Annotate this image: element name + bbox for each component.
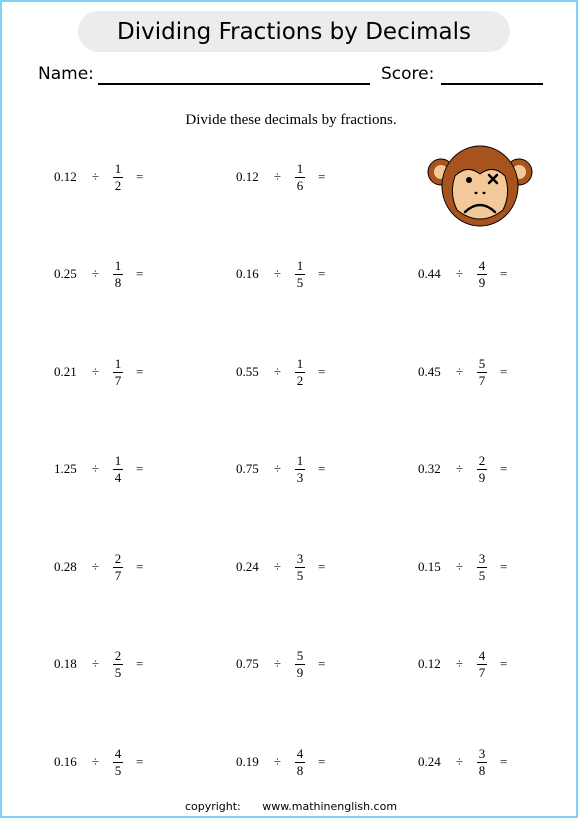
problem-item xyxy=(54,449,143,489)
problem-decimal: 0.75 xyxy=(236,656,259,671)
equals-sign: = xyxy=(136,169,144,184)
equals-sign: = xyxy=(136,656,144,671)
problem-decimal: 0.45 xyxy=(418,364,441,379)
problem-decimal: 0.28 xyxy=(54,559,77,574)
divide-sign: ÷ xyxy=(273,754,282,769)
equals-sign: = xyxy=(500,754,508,769)
fraction-denominator: 9 xyxy=(478,469,486,485)
score-field-line xyxy=(441,83,543,85)
problem-item xyxy=(54,157,143,197)
equals-sign: = xyxy=(136,364,144,379)
fraction-numerator: 1 xyxy=(114,160,122,176)
problem-decimal: 0.12 xyxy=(54,169,77,184)
divide-sign: ÷ xyxy=(91,559,100,574)
fraction-denominator: 7 xyxy=(114,567,122,583)
problem-fraction xyxy=(113,649,123,680)
fraction-denominator: 7 xyxy=(114,372,122,388)
divide-sign: ÷ xyxy=(455,754,464,769)
divide-sign: ÷ xyxy=(273,656,282,671)
equals-sign: = xyxy=(500,266,508,281)
problem-fraction xyxy=(295,162,305,193)
fraction-numerator: 4 xyxy=(296,745,304,761)
divide-sign: ÷ xyxy=(91,169,100,184)
fraction-denominator: 8 xyxy=(114,274,122,290)
equals-sign: = xyxy=(318,754,326,769)
problem-fraction xyxy=(113,259,123,290)
equals-sign: = xyxy=(500,364,508,379)
problem-item xyxy=(236,742,325,782)
divide-sign: ÷ xyxy=(273,559,282,574)
problem-decimal: 0.12 xyxy=(236,169,259,184)
fraction-denominator: 2 xyxy=(296,372,304,388)
problem-item xyxy=(236,547,325,587)
problem-decimal: 0.19 xyxy=(236,754,259,769)
problem-item xyxy=(418,547,507,587)
problem-item xyxy=(418,742,507,782)
problem-decimal: 0.55 xyxy=(236,364,259,379)
problem-fraction xyxy=(113,552,123,583)
divide-sign: ÷ xyxy=(455,559,464,574)
fraction-denominator: 6 xyxy=(296,177,304,193)
equals-sign: = xyxy=(500,559,508,574)
problem-fraction xyxy=(113,454,123,485)
fraction-numerator: 3 xyxy=(296,550,304,566)
fraction-numerator: 5 xyxy=(296,647,304,663)
equals-sign: = xyxy=(500,656,508,671)
name-label: Name: xyxy=(38,64,94,84)
divide-sign: ÷ xyxy=(273,364,282,379)
problem-item xyxy=(418,644,507,684)
fraction-denominator: 3 xyxy=(296,469,304,485)
equals-sign: = xyxy=(318,559,326,574)
page-title: Dividing Fractions by Decimals xyxy=(117,18,471,45)
problem-item xyxy=(54,547,143,587)
equals-sign: = xyxy=(318,656,326,671)
fraction-numerator: 1 xyxy=(296,452,304,468)
equals-sign: = xyxy=(500,461,508,476)
problem-decimal: 0.12 xyxy=(418,656,441,671)
divide-sign: ÷ xyxy=(273,266,282,281)
copyright-url: www.mathinenglish.com xyxy=(262,800,398,813)
title-banner xyxy=(78,11,510,52)
name-field-line xyxy=(98,83,370,85)
copyright-label: copyright: xyxy=(184,800,241,813)
fraction-denominator: 2 xyxy=(114,177,122,193)
fraction-numerator: 1 xyxy=(114,355,122,371)
fraction-denominator: 4 xyxy=(114,469,122,485)
problem-item xyxy=(418,449,507,489)
divide-sign: ÷ xyxy=(91,656,100,671)
problem-fraction xyxy=(295,259,305,290)
divide-sign: ÷ xyxy=(455,461,464,476)
problem-fraction xyxy=(113,357,123,388)
divide-sign: ÷ xyxy=(455,266,464,281)
fraction-denominator: 5 xyxy=(114,664,122,680)
problem-item xyxy=(236,644,325,684)
score-label: Score: xyxy=(381,64,435,84)
problem-decimal: 0.18 xyxy=(54,656,77,671)
equals-sign: = xyxy=(136,266,144,281)
fraction-denominator: 7 xyxy=(478,664,486,680)
divide-sign: ÷ xyxy=(91,461,100,476)
problem-fraction xyxy=(113,162,123,193)
problem-decimal: 0.24 xyxy=(418,754,441,769)
problem-fraction xyxy=(113,747,123,778)
fraction-numerator: 3 xyxy=(478,550,486,566)
divide-sign: ÷ xyxy=(455,656,464,671)
divide-sign: ÷ xyxy=(91,364,100,379)
problem-item xyxy=(54,352,143,392)
fraction-denominator: 8 xyxy=(296,762,304,778)
problem-fraction xyxy=(477,259,487,290)
problem-fraction xyxy=(477,552,487,583)
fraction-numerator: 2 xyxy=(114,647,122,663)
equals-sign: = xyxy=(136,461,144,476)
problem-item xyxy=(418,254,507,294)
problem-decimal: 0.32 xyxy=(418,461,441,476)
problem-decimal: 0.21 xyxy=(54,364,77,379)
problem-item xyxy=(54,254,143,294)
fraction-numerator: 1 xyxy=(296,160,304,176)
problem-decimal: 0.24 xyxy=(236,559,259,574)
fraction-numerator: 4 xyxy=(114,745,122,761)
problem-decimal: 0.16 xyxy=(236,266,259,281)
equals-sign: = xyxy=(136,559,144,574)
sad-monkey-icon xyxy=(425,142,535,230)
fraction-numerator: 2 xyxy=(478,452,486,468)
fraction-numerator: 4 xyxy=(478,257,486,273)
fraction-numerator: 1 xyxy=(114,257,122,273)
equals-sign: = xyxy=(136,754,144,769)
fraction-denominator: 5 xyxy=(114,762,122,778)
problem-fraction xyxy=(477,454,487,485)
problem-item xyxy=(236,352,325,392)
divide-sign: ÷ xyxy=(455,364,464,379)
equals-sign: = xyxy=(318,169,326,184)
problem-item xyxy=(54,644,143,684)
divide-sign: ÷ xyxy=(91,266,100,281)
fraction-numerator: 1 xyxy=(114,452,122,468)
instructions-text: Divide these decimals by fractions. xyxy=(185,112,397,128)
problem-decimal: 0.44 xyxy=(418,266,441,281)
fraction-numerator: 4 xyxy=(478,647,486,663)
divide-sign: ÷ xyxy=(91,754,100,769)
fraction-denominator: 9 xyxy=(296,664,304,680)
problem-item xyxy=(236,449,325,489)
divide-sign: ÷ xyxy=(273,461,282,476)
problem-fraction xyxy=(295,552,305,583)
fraction-numerator: 3 xyxy=(478,745,486,761)
copyright-footer xyxy=(2,800,578,813)
problem-decimal: 0.25 xyxy=(54,266,77,281)
problem-item xyxy=(418,352,507,392)
problem-fraction xyxy=(477,747,487,778)
fraction-denominator: 8 xyxy=(478,762,486,778)
fraction-denominator: 9 xyxy=(478,274,486,290)
problem-item xyxy=(236,157,325,197)
problem-fraction xyxy=(295,649,305,680)
fraction-denominator: 5 xyxy=(296,567,304,583)
problem-decimal: 0.15 xyxy=(418,559,441,574)
fraction-denominator: 7 xyxy=(478,372,486,388)
problem-fraction xyxy=(477,357,487,388)
fraction-numerator: 1 xyxy=(296,355,304,371)
fraction-numerator: 2 xyxy=(114,550,122,566)
problem-item xyxy=(236,254,325,294)
problem-decimal: 0.16 xyxy=(54,754,77,769)
fraction-numerator: 5 xyxy=(478,355,486,371)
problem-decimal: 0.75 xyxy=(236,461,259,476)
problem-fraction xyxy=(477,649,487,680)
problem-fraction xyxy=(295,357,305,388)
fraction-numerator: 1 xyxy=(296,257,304,273)
problem-fraction xyxy=(295,454,305,485)
problem-item xyxy=(54,742,143,782)
equals-sign: = xyxy=(318,266,326,281)
fraction-denominator: 5 xyxy=(478,567,486,583)
problem-decimal: 1.25 xyxy=(54,461,77,476)
problem-fraction xyxy=(295,747,305,778)
divide-sign: ÷ xyxy=(273,169,282,184)
fraction-denominator: 5 xyxy=(296,274,304,290)
equals-sign: = xyxy=(318,364,326,379)
equals-sign: = xyxy=(318,461,326,476)
